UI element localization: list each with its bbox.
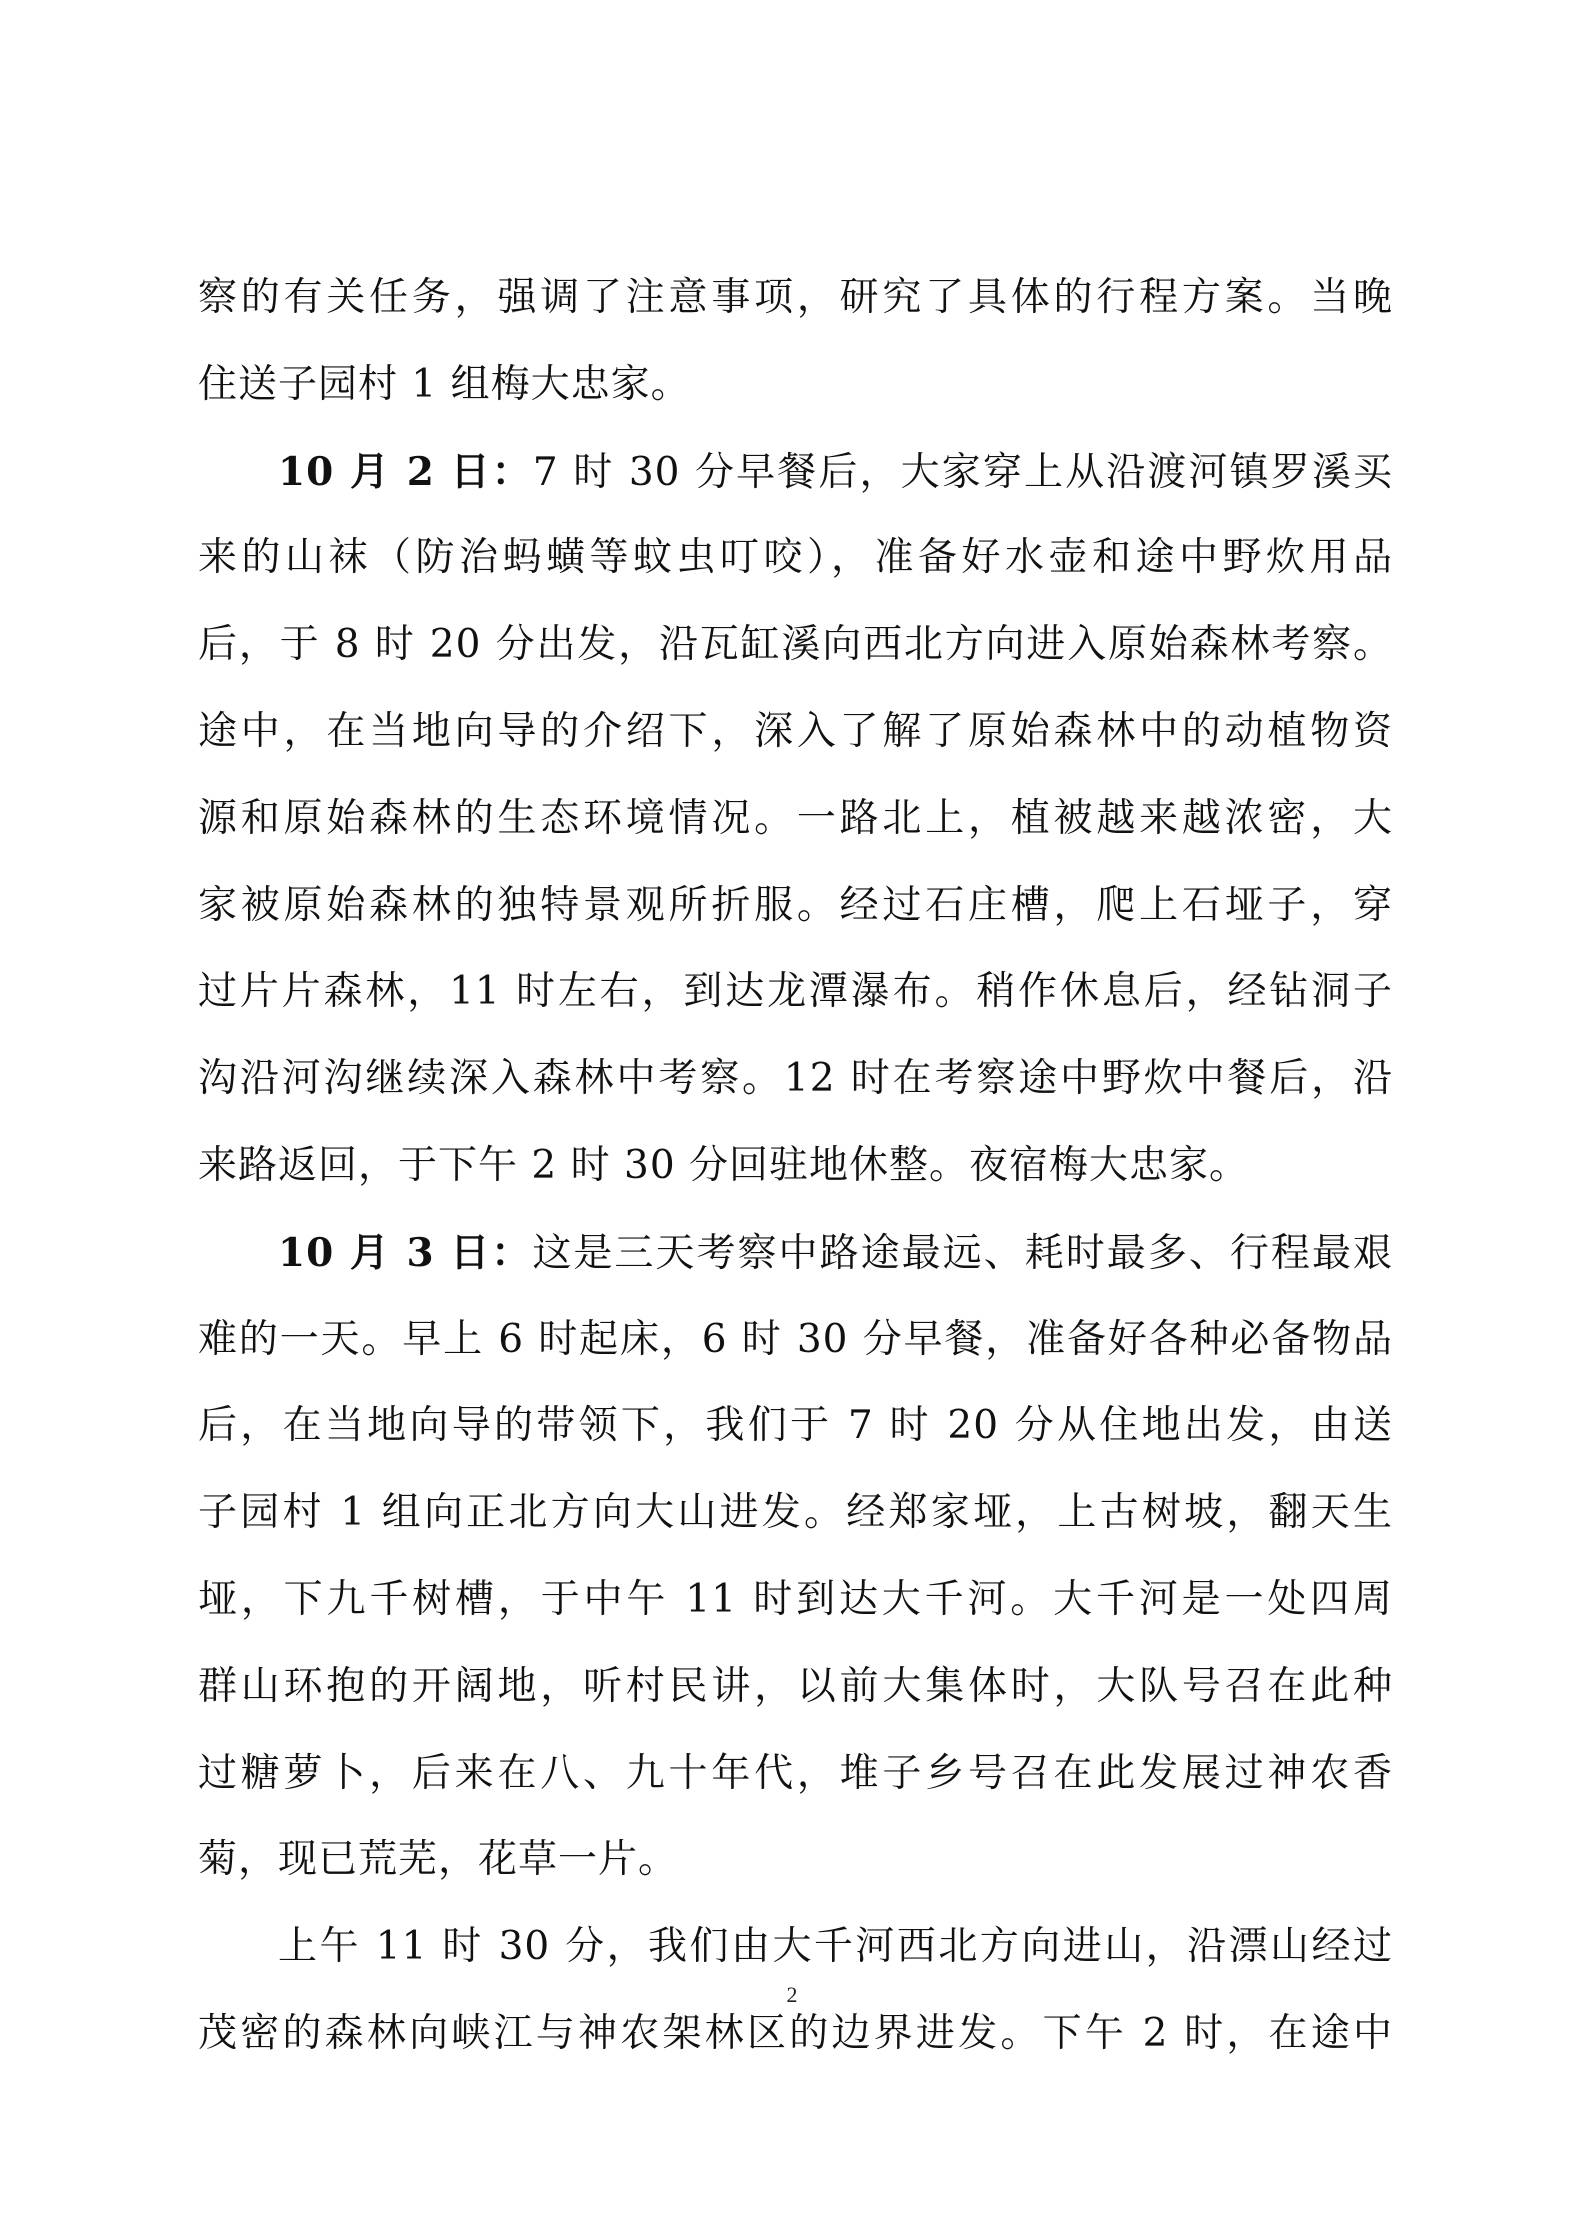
- line-text: 过糖萝卜，后来在八、九十年代，堆子乡号召在此发展过神农香: [198, 1750, 1393, 1796]
- text-line: [198, 1123, 1393, 1210]
- text-line: [198, 1383, 1393, 1470]
- line-text: 源和原始森林的生态环境情况。一路北上，植被越来越浓密，大: [198, 795, 1393, 841]
- line-text: 途中，在当地向导的介绍下，深入了解了原始森林中的动植物资: [198, 708, 1393, 754]
- line-text: 沟沿河沟继续深入森林中考察。12 时在考察途中野炊中餐后，沿: [198, 1056, 1393, 1102]
- text-line: [198, 776, 1393, 863]
- line-text: 垭，下九千树槽，于中午 11 时到达大千河。大千河是一处四周: [198, 1576, 1393, 1622]
- line-text: 后，在当地向导的带领下，我们于 7 时 20 分从住地出发，由送: [198, 1403, 1393, 1449]
- line-text: 7 时 30 分早餐后，大家穿上从沿渡河镇罗溪买: [532, 449, 1393, 495]
- line-text: 来的山袜（防治蚂蟥等蚊虫叮咬），准备好水壶和途中野炊用品: [198, 535, 1393, 581]
- line-text: 子园村 1 组向正北方向大山进发。经郑家垭，上古树坡，翻天生: [198, 1490, 1393, 1536]
- text-line: [198, 863, 1393, 950]
- text-line: [198, 1904, 1393, 1991]
- line-text: 难的一天。早上 6 时起床，6 时 30 分早餐，准备好各种必备物品: [198, 1316, 1393, 1362]
- line-text: 菊，现已荒芜，花草一片。: [198, 1837, 679, 1883]
- text-line: [198, 342, 1393, 429]
- line-text: 察的有关任务，强调了注意事项，研究了具体的行程方案。当晚: [198, 275, 1393, 320]
- text-line: [198, 255, 1393, 342]
- text-line: [198, 1210, 1393, 1297]
- line-text: 过片片森林，11 时左右，到达龙潭瀑布。稍作休息后，经钻洞子: [198, 969, 1393, 1015]
- line-text: 住送子园村 1 组梅大忠家。: [198, 361, 691, 407]
- date-heading: 10 月 3 日：: [278, 1229, 533, 1276]
- text-line: [198, 602, 1393, 689]
- text-line: [198, 1036, 1393, 1123]
- line-text: 群山环抱的开阔地，听村民讲，以前大集体时，大队号召在此种: [198, 1663, 1393, 1709]
- page-number: 2: [786, 1982, 798, 2007]
- text-line: [198, 689, 1393, 776]
- line-text: 这是三天考察中路途最远、耗时最多、行程最艰: [532, 1230, 1393, 1276]
- line-text: 后，于 8 时 20 分出发，沿瓦缸溪向西北方向进入原始森林考察。: [198, 622, 1393, 668]
- text-line: [198, 1731, 1393, 1818]
- text-line: [198, 1470, 1393, 1557]
- date-heading: 10 月 2 日：: [278, 448, 533, 495]
- line-text: 家被原始森林的独特景观所折服。经过石庄槽，爬上石垭子，穿: [198, 882, 1393, 928]
- text-line: [198, 1557, 1393, 1644]
- text-line: [198, 1644, 1393, 1731]
- text-line: [198, 515, 1393, 602]
- line-text: 上午 11 时 30 分，我们由大千河西北方向进山，沿漂山经过: [278, 1924, 1393, 1970]
- body-text: [198, 255, 1393, 2078]
- text-line: [198, 429, 1393, 516]
- text-line: [198, 1817, 1393, 1904]
- text-line: [198, 1297, 1393, 1384]
- text-line: [198, 949, 1393, 1036]
- line-text: 来路返回，于下午 2 时 30 分回驻地休整。夜宿梅大忠家。: [198, 1142, 1250, 1188]
- line-text: 茂密的森林向峡江与神农架林区的边界进发。下午 2 时，在途中: [198, 2010, 1393, 2056]
